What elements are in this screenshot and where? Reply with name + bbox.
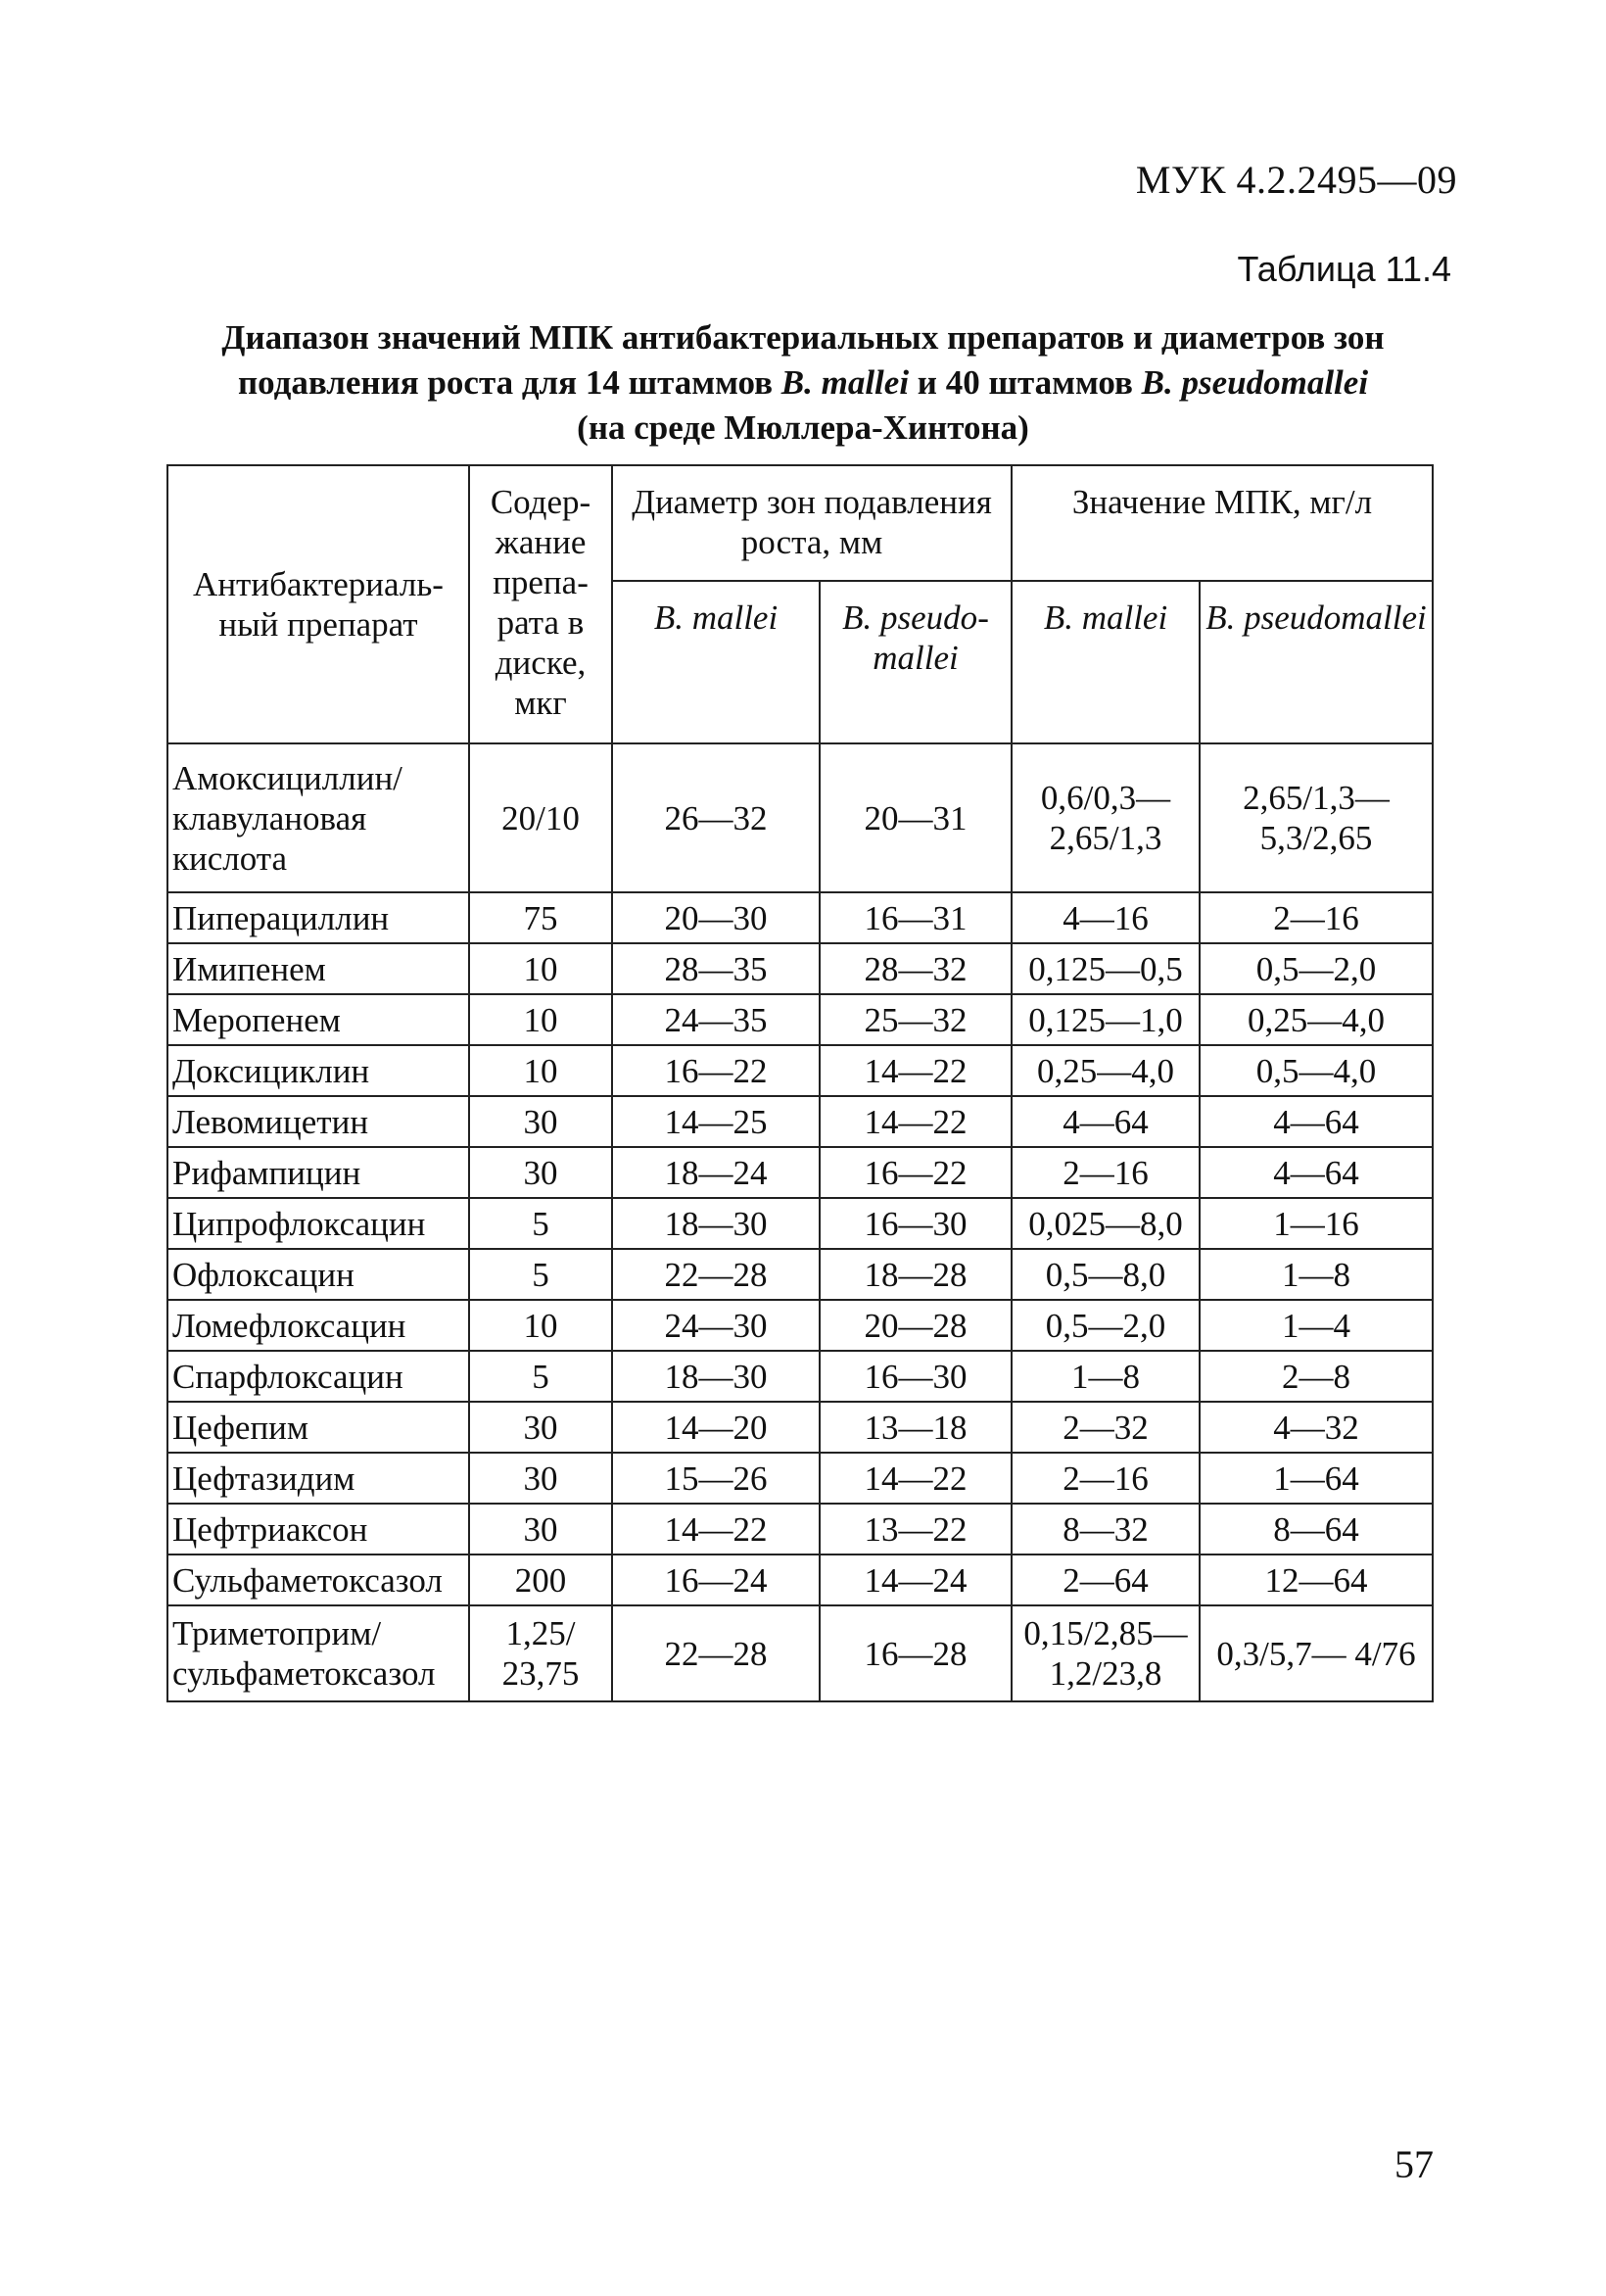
cell-mic-pseudomallei: 4—64: [1200, 1096, 1433, 1147]
title-line-1: Диапазон значений МПК антибактериальных препаратов и диаметров зон: [221, 318, 1385, 357]
cell-drug: Рифампицин: [167, 1147, 469, 1198]
cell-mic-pseudomallei: 4—32: [1200, 1402, 1433, 1453]
cell-zone-pseudomallei: 14—24: [820, 1555, 1012, 1605]
table-row: [167, 1147, 1433, 1198]
cell-drug: Пиперациллин: [167, 892, 469, 943]
cell-content: 5: [469, 1198, 612, 1249]
cell-mic-mallei: 0,25—4,0: [1012, 1045, 1200, 1096]
table-row: [167, 1351, 1433, 1402]
cell-zone-mallei: 24—35: [612, 994, 820, 1045]
cell-drug: Спарфлоксацин: [167, 1351, 469, 1402]
cell-content: 30: [469, 1402, 612, 1453]
cell-mic-mallei: 2—16: [1012, 1147, 1200, 1198]
cell-zone-mallei: 14—25: [612, 1096, 820, 1147]
cell-drug: Ципрофлоксацин: [167, 1198, 469, 1249]
cell-drug: Триметоприм/ сульфаметоксазол: [167, 1605, 469, 1701]
cell-mic-mallei: 4—64: [1012, 1096, 1200, 1147]
table-row: [167, 1555, 1433, 1605]
cell-zone-mallei: 28—35: [612, 943, 820, 994]
cell-mic-pseudomallei: 0,3/5,7— 4/76: [1200, 1605, 1433, 1701]
mic-table: [166, 464, 1434, 1702]
header-zone-pseudomallei: B. pseudomallei: [820, 581, 1012, 743]
cell-zone-pseudomallei: 14—22: [820, 1453, 1012, 1504]
cell-content: 30: [469, 1096, 612, 1147]
header-content: Содержание препарата в диске, мкг: [469, 465, 612, 743]
page-number: 57: [1394, 2142, 1434, 2186]
cell-content: 5: [469, 1249, 612, 1300]
cell-zone-mallei: 18—30: [612, 1351, 820, 1402]
cell-zone-pseudomallei: 18—28: [820, 1249, 1012, 1300]
cell-zone-mallei: 14—20: [612, 1402, 820, 1453]
cell-content: 30: [469, 1147, 612, 1198]
cell-mic-pseudomallei: 2,65/1,3— 5,3/2,65: [1200, 743, 1433, 892]
table-row: [167, 1300, 1433, 1351]
cell-mic-mallei: 1—8: [1012, 1351, 1200, 1402]
table-row: [167, 1504, 1433, 1555]
cell-content: 10: [469, 1045, 612, 1096]
table-row: [167, 892, 1433, 943]
cell-zone-mallei: 18—24: [612, 1147, 820, 1198]
cell-drug: Имипенем: [167, 943, 469, 994]
cell-drug: Амоксициллин/ клавулановая кислота: [167, 743, 469, 892]
cell-mic-mallei: 2—64: [1012, 1555, 1200, 1605]
cell-mic-mallei: 2—16: [1012, 1453, 1200, 1504]
table-title: [147, 315, 1459, 451]
cell-content: 10: [469, 943, 612, 994]
table-row: [167, 1605, 1433, 1701]
cell-zone-pseudomallei: 28—32: [820, 943, 1012, 994]
cell-zone-mallei: 16—22: [612, 1045, 820, 1096]
cell-zone-pseudomallei: 13—22: [820, 1504, 1012, 1555]
table-row: [167, 743, 1433, 892]
cell-mic-pseudomallei: 12—64: [1200, 1555, 1433, 1605]
cell-mic-pseudomallei: 0,5—2,0: [1200, 943, 1433, 994]
cell-zone-mallei: 15—26: [612, 1453, 820, 1504]
table-row: [167, 994, 1433, 1045]
cell-mic-pseudomallei: 0,25—4,0: [1200, 994, 1433, 1045]
cell-mic-pseudomallei: 1—16: [1200, 1198, 1433, 1249]
cell-drug: Офлоксацин: [167, 1249, 469, 1300]
cell-drug: Доксициклин: [167, 1045, 469, 1096]
table-row: [167, 1045, 1433, 1096]
header-drug: Антибактериальный препарат: [167, 465, 469, 743]
cell-zone-mallei: 20—30: [612, 892, 820, 943]
cell-drug: Цефепим: [167, 1402, 469, 1453]
table-label: Таблица 11.4: [1237, 249, 1451, 289]
cell-content: 30: [469, 1453, 612, 1504]
cell-mic-mallei: 8—32: [1012, 1504, 1200, 1555]
header-zone-mallei: B. mallei: [612, 581, 820, 743]
cell-mic-mallei: 0,025—8,0: [1012, 1198, 1200, 1249]
cell-zone-mallei: 26—32: [612, 743, 820, 892]
cell-zone-mallei: 22—28: [612, 1605, 820, 1701]
cell-zone-pseudomallei: 20—28: [820, 1300, 1012, 1351]
cell-mic-mallei: 0,125—1,0: [1012, 994, 1200, 1045]
title-species-pseudomallei: B. pseudomallei: [1141, 363, 1369, 402]
cell-mic-mallei: 2—32: [1012, 1402, 1200, 1453]
cell-content: 30: [469, 1504, 612, 1555]
cell-mic-pseudomallei: 1—64: [1200, 1453, 1433, 1504]
cell-mic-pseudomallei: 1—8: [1200, 1249, 1433, 1300]
cell-mic-mallei: 0,5—8,0: [1012, 1249, 1200, 1300]
cell-zone-pseudomallei: 16—30: [820, 1198, 1012, 1249]
cell-zone-pseudomallei: 20—31: [820, 743, 1012, 892]
table-row: [167, 1096, 1433, 1147]
cell-zone-pseudomallei: 25—32: [820, 994, 1012, 1045]
title-line-2-part-c: и 40 штаммов: [909, 363, 1142, 402]
cell-zone-mallei: 18—30: [612, 1198, 820, 1249]
cell-zone-pseudomallei: 14—22: [820, 1096, 1012, 1147]
cell-mic-mallei: 0,15/2,85— 1,2/23,8: [1012, 1605, 1200, 1701]
cell-drug: Цефтазидим: [167, 1453, 469, 1504]
cell-zone-mallei: 24—30: [612, 1300, 820, 1351]
cell-zone-pseudomallei: 14—22: [820, 1045, 1012, 1096]
cell-content: 200: [469, 1555, 612, 1605]
cell-zone-pseudomallei: 16—28: [820, 1605, 1012, 1701]
cell-drug: Ломефлоксацин: [167, 1300, 469, 1351]
table-row: [167, 1402, 1433, 1453]
cell-content: 10: [469, 1300, 612, 1351]
cell-drug: Левомицетин: [167, 1096, 469, 1147]
header-mic-pseudomallei: B. pseudomallei: [1200, 581, 1433, 743]
cell-content: 1,25/ 23,75: [469, 1605, 612, 1701]
cell-zone-mallei: 16—24: [612, 1555, 820, 1605]
table-body: [167, 743, 1433, 1701]
cell-zone-mallei: 22—28: [612, 1249, 820, 1300]
cell-mic-pseudomallei: 1—4: [1200, 1300, 1433, 1351]
title-line-2-part-a: подавления роста для 14 штаммов: [237, 363, 781, 402]
header-zone-group: Диаметр зон подавления роста, мм: [612, 465, 1012, 581]
cell-content: 75: [469, 892, 612, 943]
cell-mic-pseudomallei: 2—8: [1200, 1351, 1433, 1402]
cell-zone-pseudomallei: 16—31: [820, 892, 1012, 943]
header-mic-mallei: B. mallei: [1012, 581, 1200, 743]
cell-zone-pseudomallei: 16—30: [820, 1351, 1012, 1402]
cell-mic-pseudomallei: 4—64: [1200, 1147, 1433, 1198]
table-row: [167, 1198, 1433, 1249]
title-species-mallei: B. mallei: [780, 363, 910, 402]
cell-zone-mallei: 14—22: [612, 1504, 820, 1555]
table-row: [167, 1249, 1433, 1300]
cell-zone-pseudomallei: 16—22: [820, 1147, 1012, 1198]
cell-zone-pseudomallei: 13—18: [820, 1402, 1012, 1453]
cell-mic-mallei: 0,125—0,5: [1012, 943, 1200, 994]
document-code: МУК 4.2.2495—09: [1135, 158, 1457, 202]
header-mic-group: Значение МПК, мг/л: [1012, 465, 1433, 581]
title-line-2: [147, 360, 1459, 406]
table-row: [167, 1453, 1433, 1504]
cell-drug: Цефтриаксон: [167, 1504, 469, 1555]
table-row: [167, 943, 1433, 994]
cell-mic-mallei: 0,5—2,0: [1012, 1300, 1200, 1351]
cell-mic-mallei: 4—16: [1012, 892, 1200, 943]
cell-mic-pseudomallei: 2—16: [1200, 892, 1433, 943]
cell-content: 10: [469, 994, 612, 1045]
cell-mic-pseudomallei: 8—64: [1200, 1504, 1433, 1555]
cell-drug: Меропенем: [167, 994, 469, 1045]
title-line-3: (на среде Мюллера-Хинтона): [577, 408, 1029, 447]
cell-content: 20/10: [469, 743, 612, 892]
cell-content: 5: [469, 1351, 612, 1402]
cell-mic-pseudomallei: 0,5—4,0: [1200, 1045, 1433, 1096]
cell-drug: Сульфаметоксазол: [167, 1555, 469, 1605]
cell-mic-mallei: 0,6/0,3— 2,65/1,3: [1012, 743, 1200, 892]
